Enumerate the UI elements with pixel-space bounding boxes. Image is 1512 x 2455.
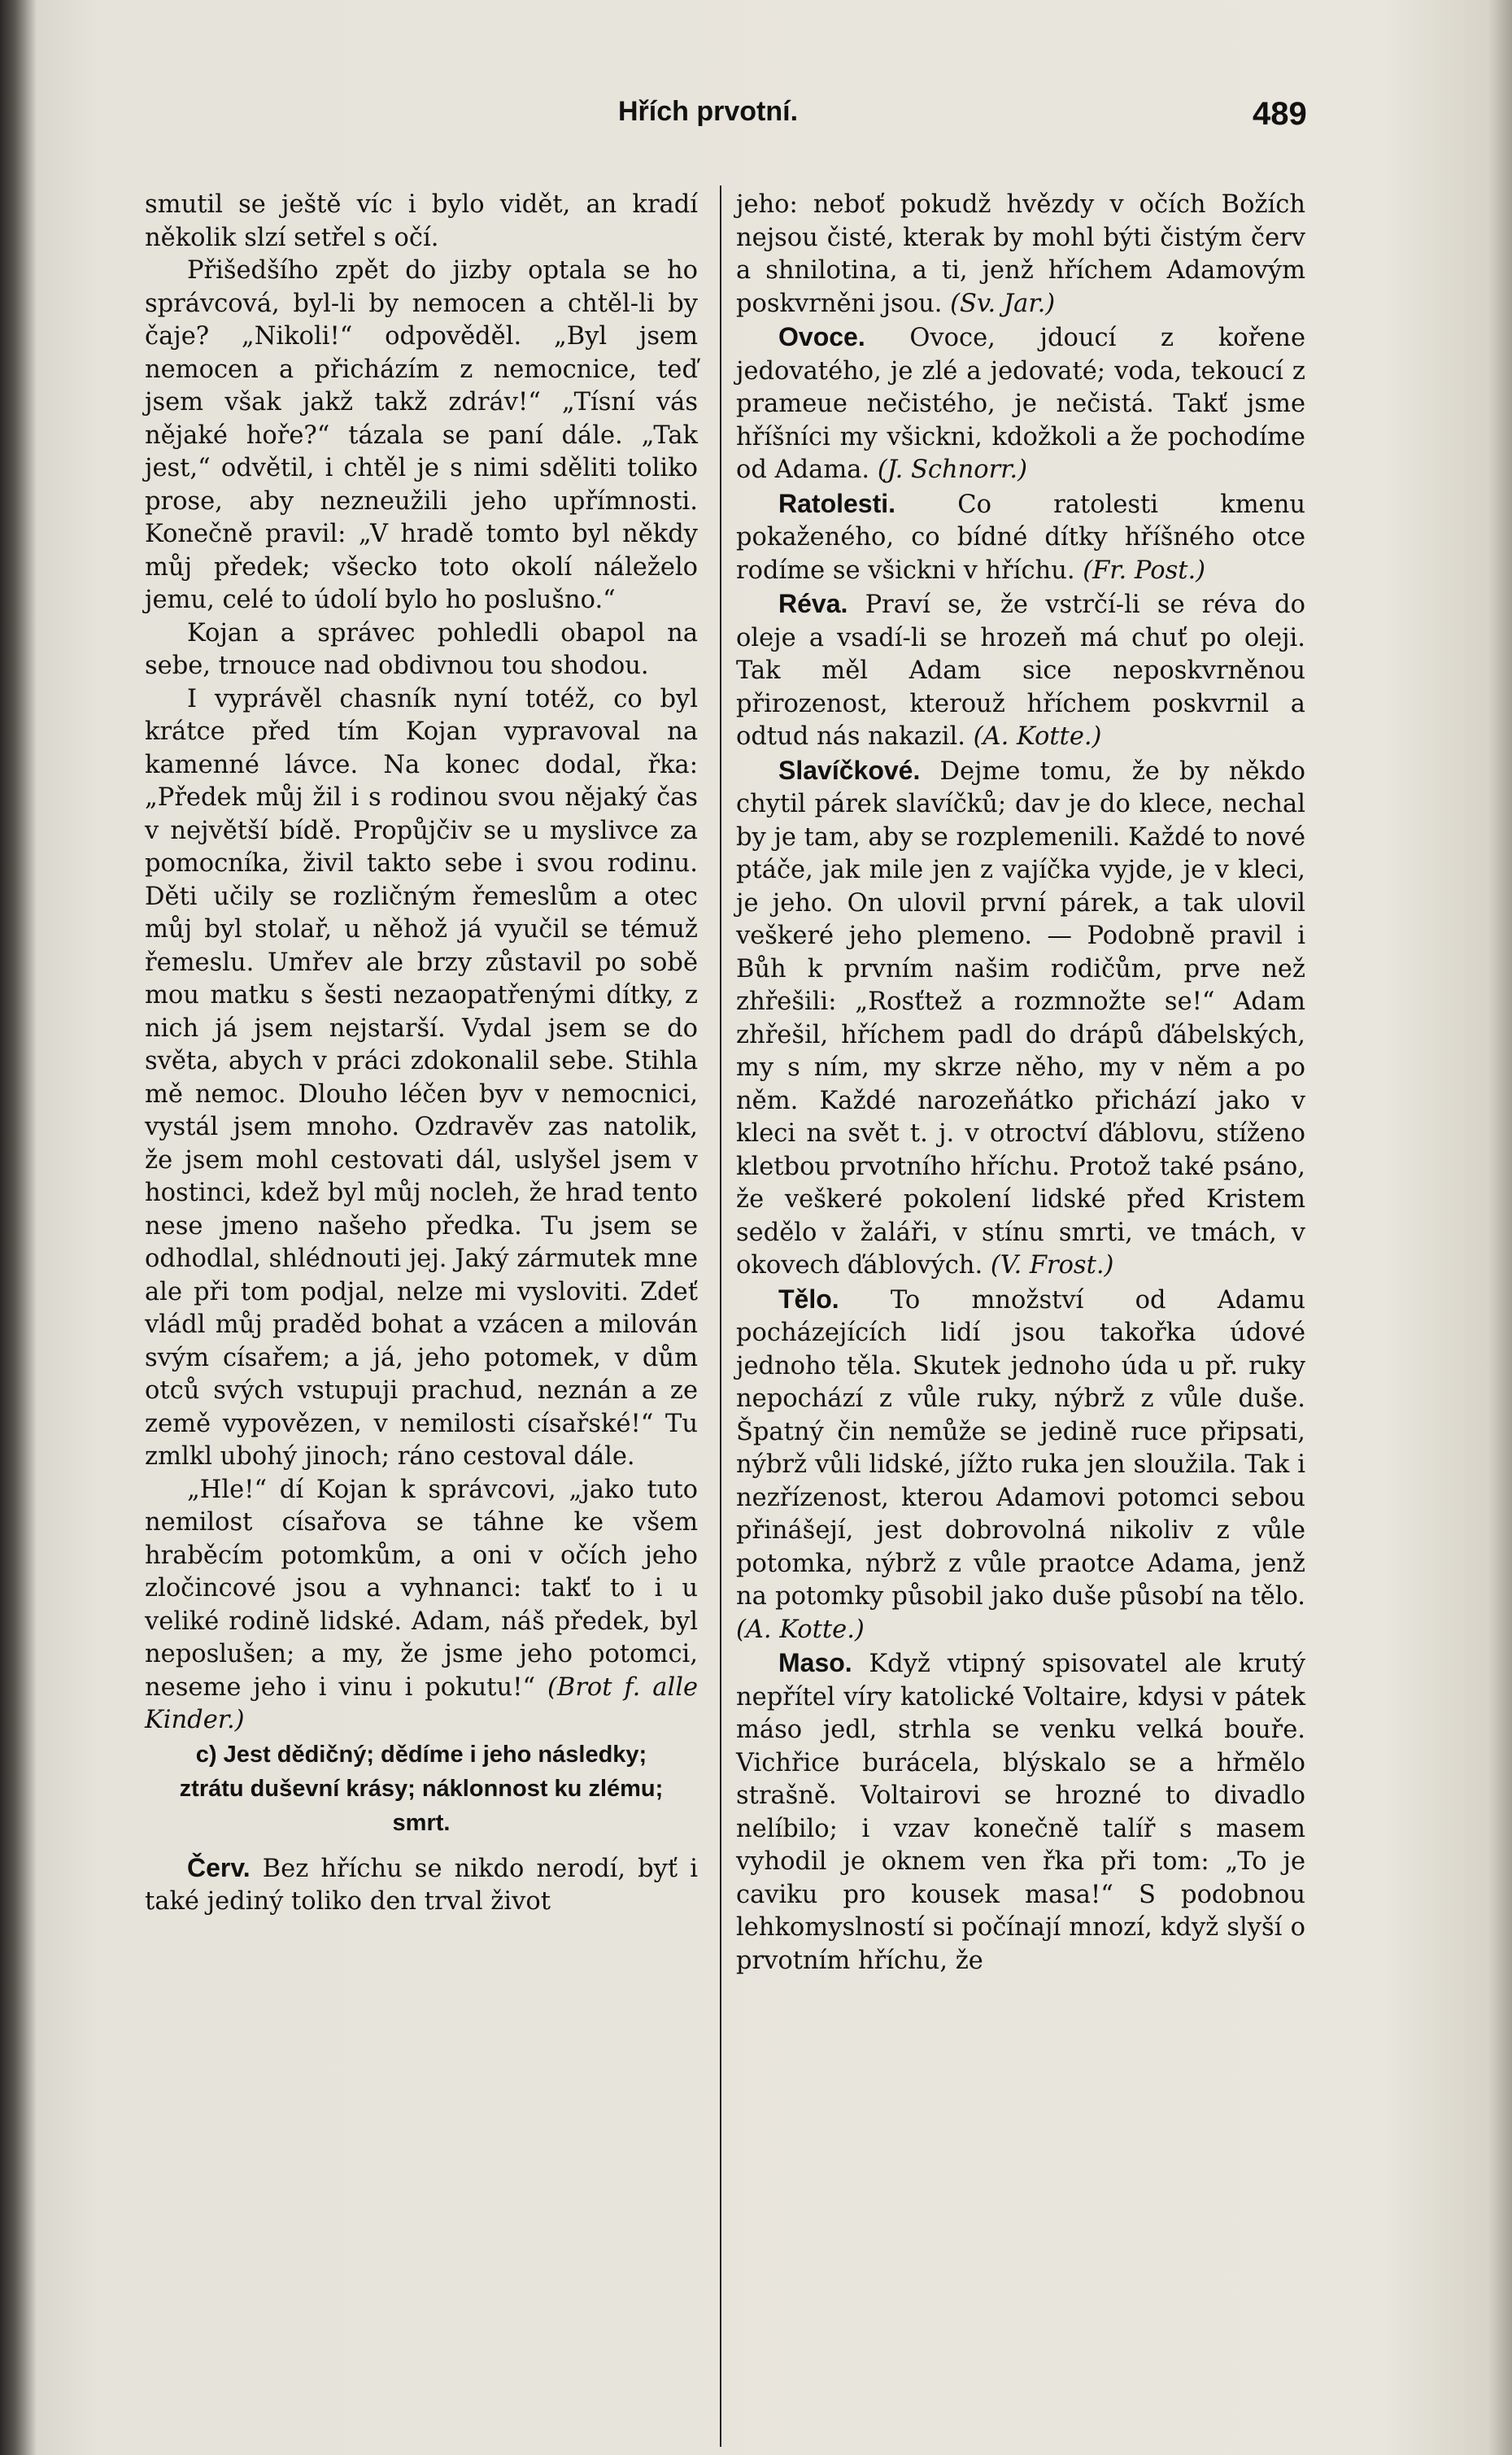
entry (145, 1851, 698, 1919)
entry-text: Co ratolesti kmenu pokaženého, co bídné dítky hříšného otce rodíme se všickni v hříchu. (736, 490, 1305, 585)
left-column (145, 189, 698, 1919)
entry (736, 321, 1305, 487)
paragraph: Kojan a správec pohledli obapol na sebe, trnouce nad obdivnou tou shodou. (145, 618, 698, 680)
entry-heading: Slavíčkové. (778, 755, 921, 785)
entry-heading: Réva. (778, 589, 848, 618)
entry-text: Bez hříchu se nikdo nerodí, byť i také jediný toliko den trval život (145, 1854, 698, 1916)
paragraph: smutil se ještě víc i bylo vidět, an kradí několik slzí setřel s očí. (145, 190, 698, 252)
entry-heading: Ovoce. (778, 322, 865, 351)
entry (736, 754, 1305, 1283)
page-number: 489 (1253, 96, 1307, 132)
entry-text: Ovoce, jdoucí z kořene jedovatého, je zlé a jedovaté; voda, tekoucí z prameue nečistého, je nečistá. Takť jsme hříšníci my všickni, kdožkoli a že pochodíme od Adama. (736, 324, 1305, 484)
entry (736, 487, 1305, 588)
paragraph (145, 1474, 698, 1738)
entry-text: Dejme tomu, že by někdo chytil párek slavíčků; dav je do klece, nechal by je tam, aby se rozplemenili. Každé to nové ptáče, jak mile jen z vajíčka vyjde, je v kleci, je jeho. On ulovil první párek, a tak ulovil veškeré jeho plemeno. — Podobně pravil i Bůh k prvním našim rodičům, prve než zhřešili: „Rosťtež a rozmnožte se!“ Adam zhřešil, hříchem padl do drápů ďábelských, my s ním, my skrze něho, my v něm a po něm. Každé narozeňátko přichází jako v kleci na svět t. j. v otroctví ďáblovu, stíženo kletbou prvotního hříchu. Protož také psáno, že veškeré pokolení lidské před Kristem sedělo v žaláři, v stínu smrti, ve tmách, v okovech ďáblových. (736, 757, 1305, 1280)
entry-text: Když vtipný spisovatel ale krutý nepřítel víry katolické Voltaire, kdysi v pátek máso jedl, strhla se venku velká bouře. Vichřice burácela, blýskalo se a hřmělo strašně. Voltairovi se hrozné to divadlo nelíbilo; i vzav konečně talíř s masem vyhodil je oknem ven řka při tom: „To je caviku pro kousek masa!“ S podobnou lehkomyslností si počínají mnozí, když slyší o prvotním hříchu, že (736, 1650, 1305, 1975)
entry (736, 1283, 1305, 1647)
citation: (J. Schnorr.) (877, 456, 1028, 484)
citation: (Brot f. alle Kinder.) (145, 1672, 699, 1734)
citation: (Fr. Post.) (1083, 556, 1206, 585)
citation: (A. Kotte.) (736, 1615, 865, 1644)
entry (736, 1646, 1305, 1978)
entry-heading: Ratolesti. (778, 488, 896, 518)
paragraph (736, 189, 1305, 321)
paragraph: Přišedšího zpět do jizby optala se ho správcová, byl-li by nemocen a chtěl-li by čaje? „Nikoli!“ odpověděl. „Byl jsem nemocen a přicházím z nemocnice, teď jsem však jakž takž zdráv!“ „Tísní vás nějaké hoře?“ tázala se paní dále. „Tak jest,“ odvětil, i chtěl je s nimi sděliti toliko prose, aby nezneužili jeho upřímnosti. Konečně pravil: „V hradě tomto byl někdy můj předek; všecko toto okolí náleželo jemu, celé to údolí bylo ho poslušno.“ (145, 256, 698, 614)
right-column (736, 189, 1305, 1978)
citation: (Sv. Jar.) (950, 289, 1056, 318)
entry (736, 587, 1305, 754)
citation: (A. Kotte.) (973, 722, 1102, 751)
entry-heading: Červ. (187, 1852, 251, 1882)
section-point: c) Jest dědičný; dědíme i jeho následky; ztrátu duševní krásy; náklonnost ku zlému; smrt. (179, 1741, 664, 1836)
paragraph: I vyprávěl chasník nyní totéž, co byl krátce před tím Kojan vypravoval na kamenné lávce. Na konec dodal, řka: „Předek můj žil i s rodinou svou nějaký čas v největší bídě. Propůjčiv se u myslivce za pomocníka, živil takto sebe i svou rodinu. Děti učily se rozličným řemeslům a otec můj byl stolař, u něhož já vyučil se témuž řemeslu. Umřev ale brzy zůstavil po sobě mou matku s šesti nezaopatřenými dítky, z nich já jsem nejstarší. Vydal jsem se do světa, abych v práci zdokonalil sebe. Stihla mě nemoc. Dlouho léčen byv v nemocnici, vystál jsem mnoho. Ozdravěv zas natolik, že jsem mohl cestovati dál, uslyšel jsem v hostinci, kdež byl můj nocleh, že hrad tento nese jmeno našeho předka. Tu jsem se odhodlal, shlédnouti jej. Jaký zármutek mne ale při tom podjal, nelze mi vysloviti. Zdeť vládl můj praděd bohat a vzácen a milován svým císařem; a já, jeho potomek, v dům otců svých vstupuji prachud, neznán a ze země vypovězen, v nemilosti císařské!“ Tu zmlkl ubohý jinoch; ráno cestoval dále. (145, 684, 698, 1471)
paragraph-text: jeho: neboť pokudž hvězdy v očích Božích nejsou čisté, kterak by mohl býti čistým červ a shnilotina, a ti, jenž hříchem Adamovým poskvrněni jsou. (736, 190, 1305, 318)
paragraph-text: „Hle!“ dí Kojan k správcovi, „jako tuto nemilost císařova se táhne ke všem hraběcím potomkům, a oni v očích jeho zločincové jsou a vyhnanci: takť to i u veliké rodině lidské. Adam, náš předek, byl neposlušen; a my, že jsme jeho potomci, neseme jeho i vinu i pokutu!“ (145, 1475, 698, 1702)
page-header (0, 96, 1512, 145)
column-divider (720, 185, 721, 2447)
citation: (V. Frost.) (990, 1251, 1114, 1280)
entry-heading: Tělo. (778, 1284, 839, 1314)
entry-text: To množství od Adamu pocházejících lidí jsou takořka údové jednoho těla. Skutek jednoho úda u př. ruky nepochází z vůle ruky, nýbrž z vůle duše. Špatný čin nemůže se jedině ruce připsati, nýbrž vůli lidské, jížto ruka jen sloužila. Tak i nezřízenost, kterou Adamovi potomci sebou přinášejí, jest dobrovolná nikoliv z vůle potomka, nýbrž z vůle praotce Adama, jenž na potomky působil jako duše působí na tělo. (736, 1285, 1305, 1611)
entry-heading: Maso. (778, 1648, 852, 1677)
entry-text: Praví se, že vstrčí-li se réva do oleje a vsadí-li se hrozeň má chuť po oleji. Tak měl Adam sice neposkvrněnou přirozenost, kterouž hříchem poskvrnil a odtud nás nakazil. (736, 591, 1305, 751)
running-title: Hřích prvotní. (618, 96, 799, 127)
